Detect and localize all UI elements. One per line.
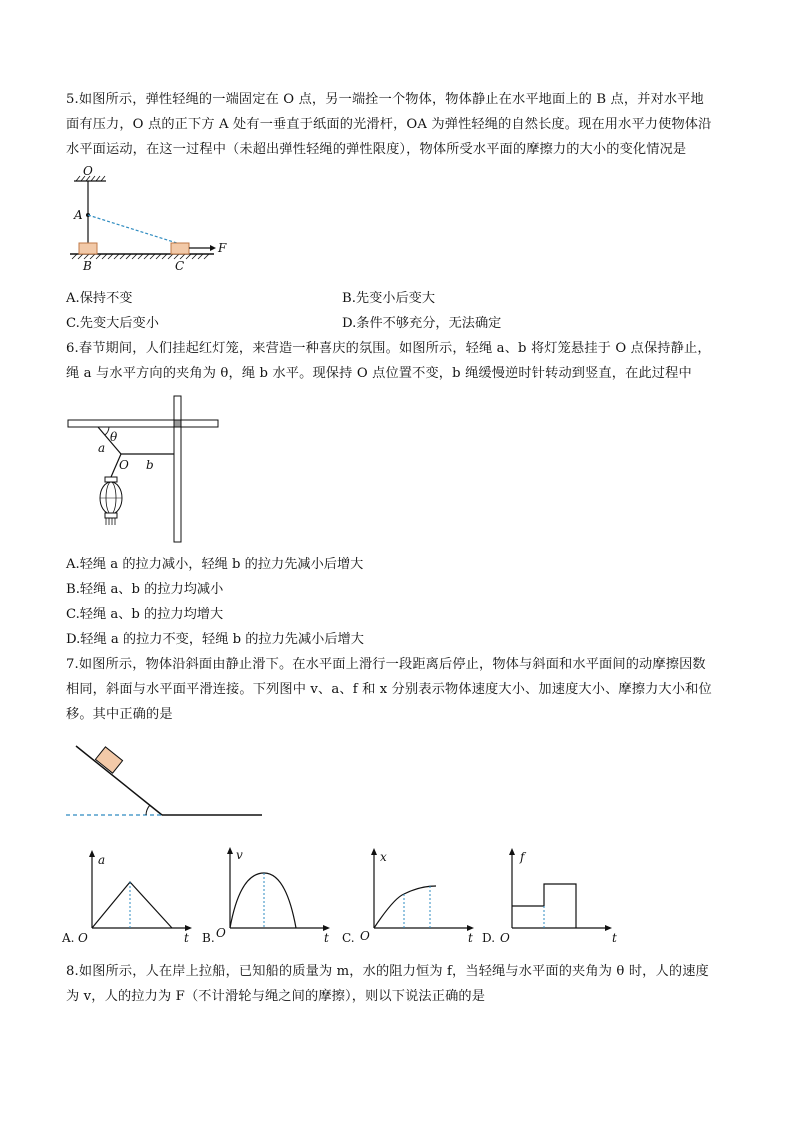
q7-graph-C-curve: [374, 886, 436, 928]
q5-option-A[interactable]: A.保持不变: [66, 291, 133, 306]
q8-line-1: 8.如图所示，人在岸上拉船，已知船的质量为 m，水的阻力恒为 f，当轻绳与水平面的夹角为 θ 时，人的速度: [66, 964, 709, 979]
q7-graph-D-xlabel: t: [612, 931, 617, 945]
q6-label-b: b: [146, 458, 154, 472]
q6-label-a: a: [98, 441, 106, 455]
q6-figure: [64, 394, 224, 544]
q7-line-1: 7.如图所示，物体沿斜面由静止滑下。在水平面上滑行一段距离后停止，物体与斜面和水平面间的动摩擦因数: [66, 657, 706, 672]
q7-graph-C-option: C.: [342, 931, 355, 945]
q5-label-O: O: [83, 164, 93, 178]
q6-option-B[interactable]: B.轻绳 a、b 的拉力均减小: [66, 582, 224, 597]
q7-line-2: 相同，斜面与水平面平滑连接。下列图中 v、a、f 和 x 分别表示物体速度大小、加速度大小、摩擦力大小和位: [66, 682, 712, 697]
q5-option-B[interactable]: B.先变小后变大: [342, 291, 436, 306]
q5-label-F: F: [218, 241, 227, 255]
q6-option-D[interactable]: D.轻绳 a 的拉力不变，轻绳 b 的拉力先减小后增大: [66, 632, 364, 647]
q5-label-A: A: [74, 208, 83, 222]
q7-graph-A[interactable]: [62, 848, 202, 948]
q7-graph-D[interactable]: [482, 846, 622, 948]
q7-graph-B[interactable]: [202, 845, 342, 948]
q7-graph-D-option: D.: [482, 931, 496, 945]
q7-incline-figure: [62, 740, 272, 822]
q5-line-1: 5.如图所示，弹性轻绳的一端固定在 O 点，另一端拴一个物体，物体静止在水平地面上的 B 点，并对水平地: [66, 92, 704, 107]
q5-dashed-rope: [88, 215, 180, 244]
lantern-icon: [100, 477, 122, 525]
q6-option-C[interactable]: C.轻绳 a、b 的拉力均增大: [66, 607, 224, 622]
q7-graph-A-option: A.: [62, 931, 75, 945]
q5-block-B: [79, 243, 97, 254]
q7-graph-A-xlabel: t: [184, 931, 189, 945]
q5-label-C: C: [175, 259, 185, 273]
q7-graph-B-option: B.: [202, 931, 215, 945]
q7-graph-B-origin: O: [216, 926, 226, 940]
q7-line-3: 移。其中正确的是: [66, 707, 173, 722]
q7-graph-A-curve: [92, 882, 172, 928]
q6-line-1: 6.春节期间，人们挂起红灯笼，来营造一种喜庆的氛围。如图所示，轻绳 a、b 将灯笼悬挂于 O 点保持静止，: [66, 341, 711, 356]
q5-line-2: 面有压力，O 点的正下方 A 处有一垂直于纸面的光滑杆，OA 为弹性轻绳的自然长度。现在用水平力使物体沿: [66, 117, 712, 132]
q6-option-A[interactable]: A.轻绳 a 的拉力减小，轻绳 b 的拉力先减小后增大: [66, 557, 364, 572]
q7-graph-C[interactable]: [342, 846, 482, 948]
q7-block: [95, 747, 122, 773]
q6-label-O: O: [119, 458, 129, 472]
q7-graph-C-xlabel: t: [468, 931, 473, 945]
q5-option-D[interactable]: D.条件不够充分，无法确定: [342, 316, 502, 331]
q7-graph-D-origin: O: [500, 931, 510, 945]
q7-graph-B-ylabel: v: [236, 848, 243, 862]
q6-label-theta: θ: [110, 430, 118, 444]
q7-graph-B-curve: [230, 873, 296, 928]
q5-figure: [64, 164, 244, 273]
q5-option-C[interactable]: C.先变大后变小: [66, 316, 159, 331]
q8-line-2: 为 v，人的拉力为 F（不计滑轮与绳之间的摩擦），则以下说法正确的是: [66, 989, 486, 1004]
q7-graph-A-origin: O: [78, 931, 88, 945]
q7-graph-D-ylabel: f: [520, 850, 525, 864]
q6-line-2: 绳 a 与水平方向的夹角为 θ，绳 b 水平。现保持 O 点位置不变，b 绳缓慢逆时针转动到竖直，在此过程中: [66, 366, 692, 381]
q7-graph-B-xlabel: t: [324, 931, 329, 945]
q7-graph-C-origin: O: [360, 929, 370, 943]
q5-block-C: [171, 243, 189, 254]
q7-graph-A-ylabel: a: [98, 853, 106, 867]
q5-line-3: 水平面运动，在这一过程中（未超出弹性轻绳的弹性限度），物体所受水平面的摩擦力的大小的变化情况是: [66, 142, 687, 157]
q5-label-B: B: [83, 259, 92, 273]
q7-graph-C-ylabel: x: [380, 850, 387, 864]
